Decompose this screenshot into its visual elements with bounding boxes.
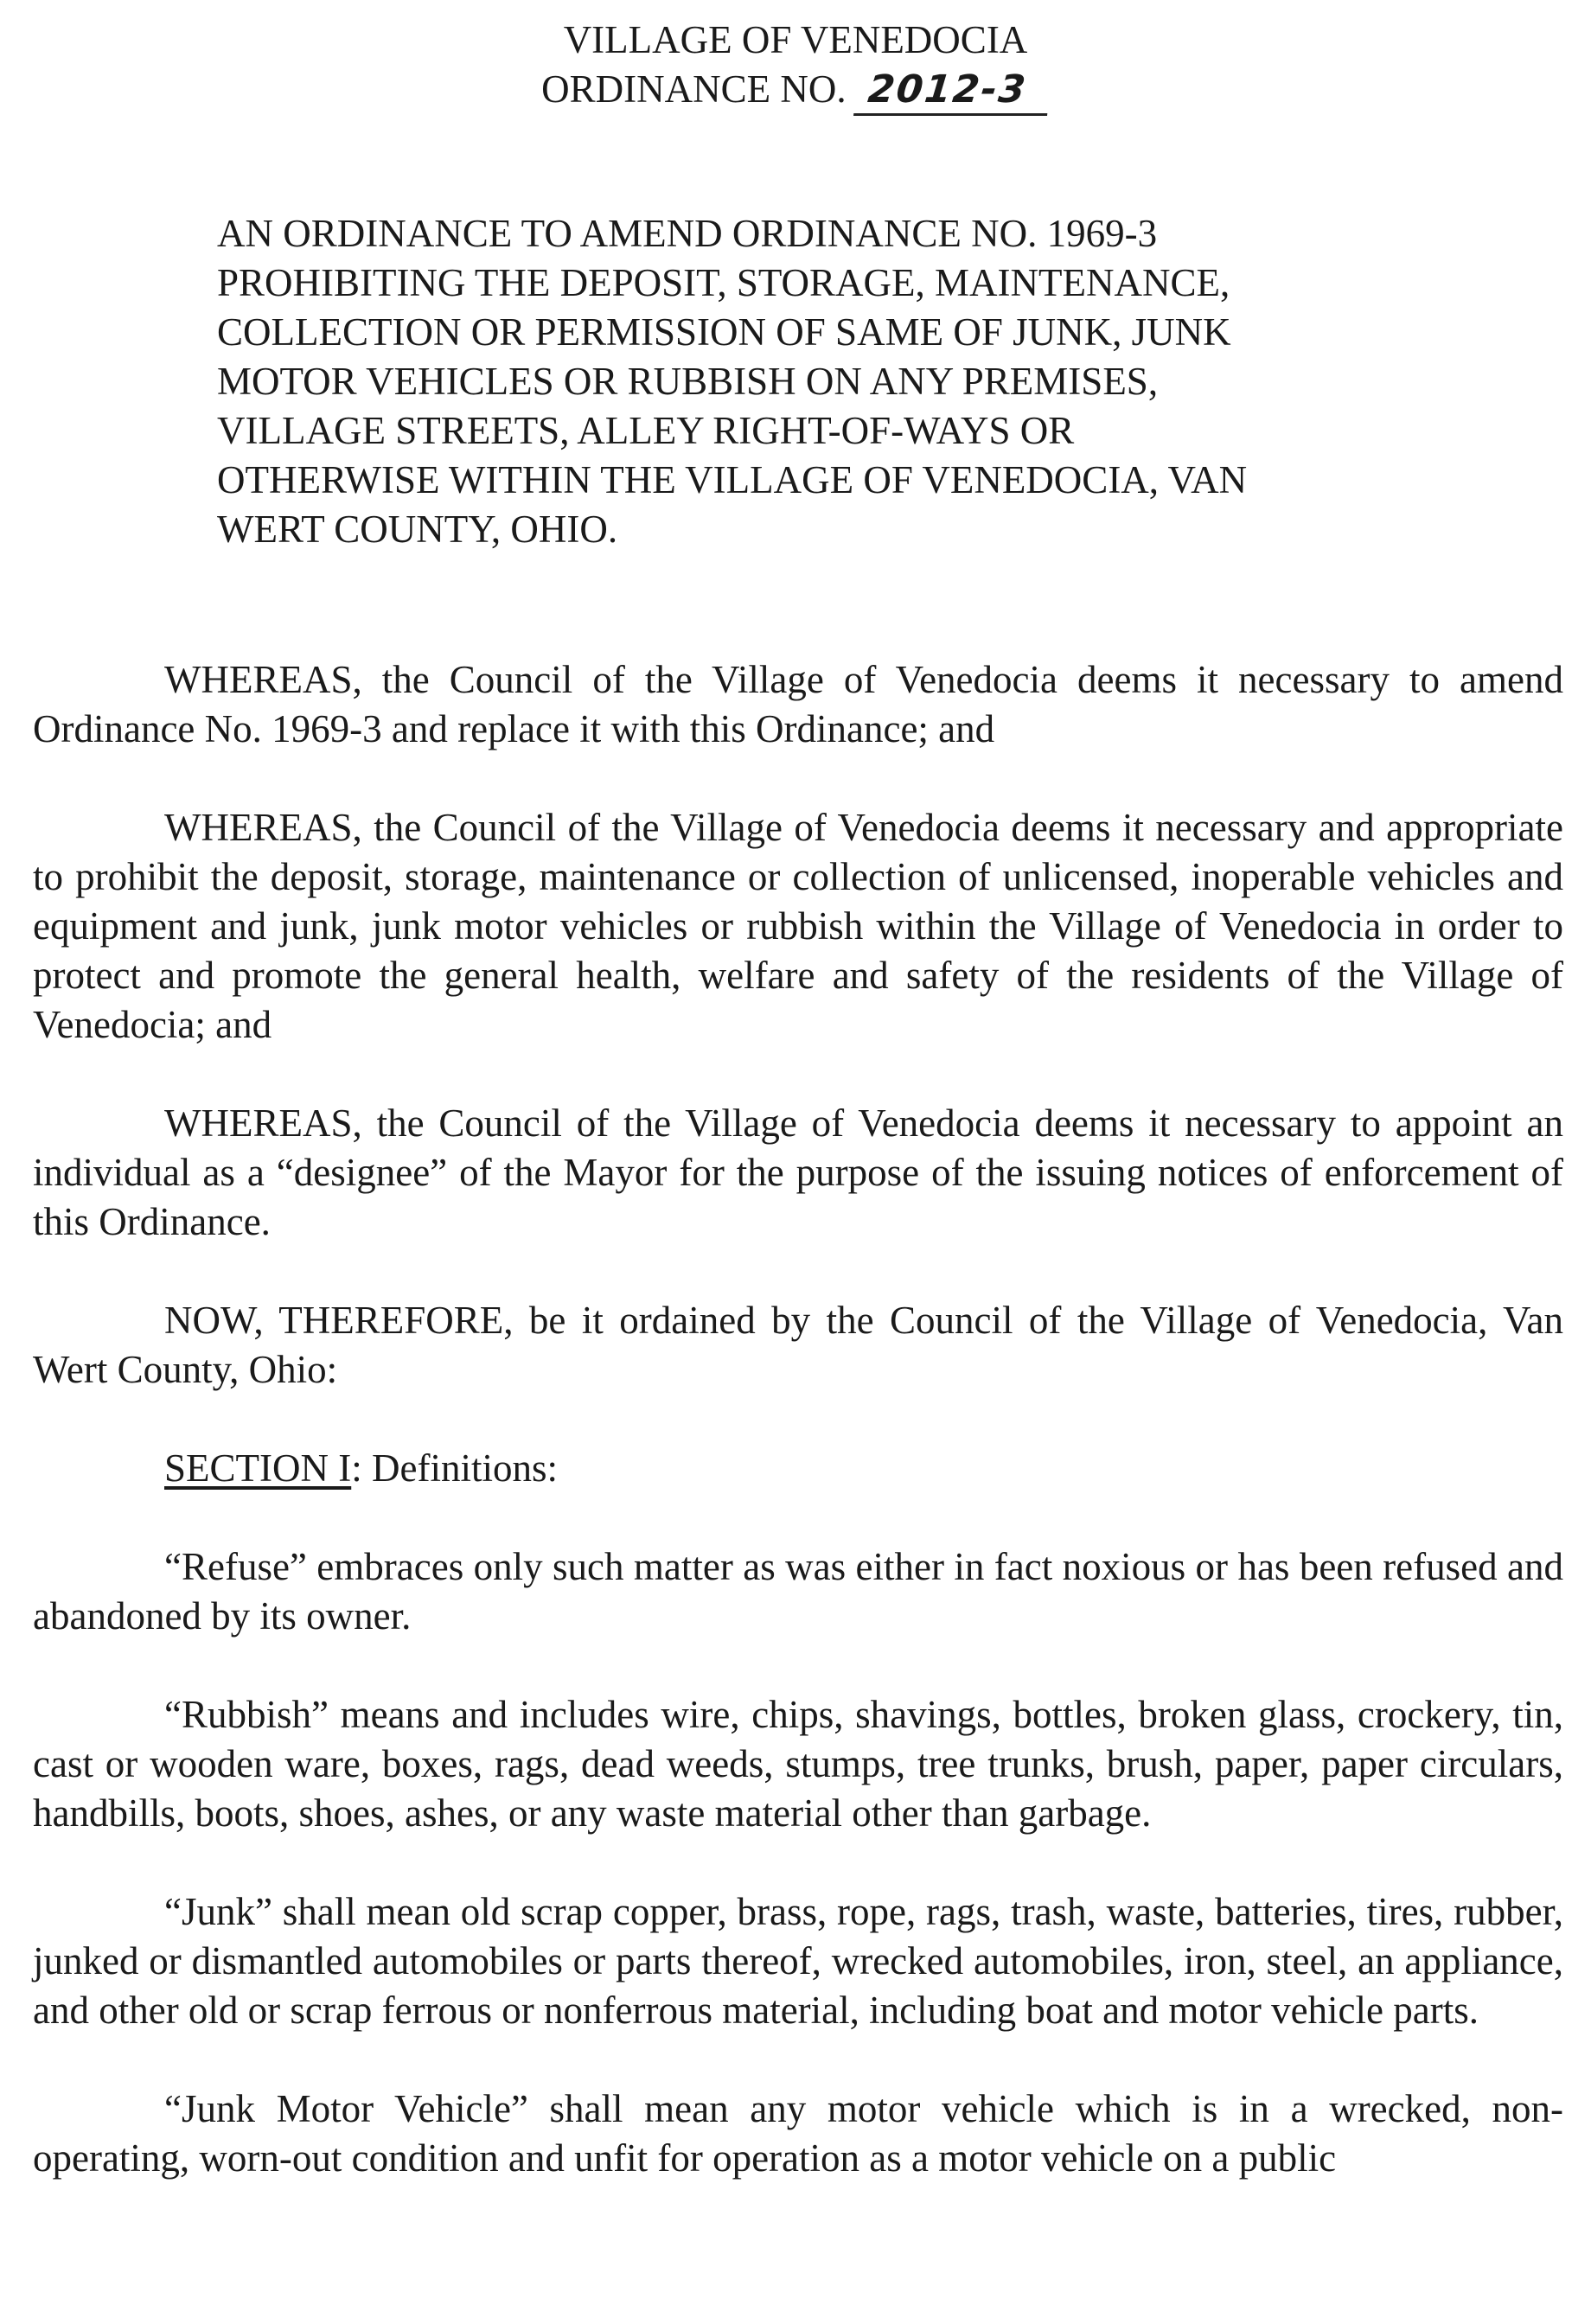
ordinance-number-label: ORDINANCE NO.: [541, 67, 847, 111]
section-label: SECTION I: [164, 1446, 352, 1490]
title-line: MOTOR VEHICLES OR RUBBISH ON ANY PREMISES,: [217, 360, 1159, 403]
handwritten-ordinance-number: 2012-3: [853, 67, 1052, 116]
whereas-clause-designee: WHEREAS, the Council of the Village of Venedocia deems it necessary to appoint an individual as a “designee” of the Mayor for the purpose of the issuing notices of enforcement of this Ordinance.: [33, 1101, 1563, 1243]
whereas-clause-prohibit: WHEREAS, the Council of the Village of Venedocia deems it necessary and appropriate to prohibit the deposit, storage, maintenance or collection of unlicensed, inoperable vehicles and equipment and junk, junk motor vehicles or rubbish within the Village of Venedocia in order to protect and promote the general health, welfare and safety of the residents of the Village of Venedocia; and: [33, 806, 1563, 1046]
village-name-heading: VILLAGE OF VENEDOCIA: [563, 18, 1028, 61]
title-line: COLLECTION OR PERMISSION OF SAME OF JUNK, JUNK: [217, 310, 1231, 354]
section-heading: [33, 1444, 1563, 1493]
definition-refuse: “Refuse” embraces only such matter as was either in fact noxious or has been refused and abandoned by its owner.: [33, 1545, 1563, 1638]
ordinance-body: [33, 655, 1563, 2232]
ordinance-title: [217, 209, 1445, 554]
title-line: WERT COUNTY, OHIO.: [217, 508, 618, 551]
title-line: PROHIBITING THE DEPOSIT, STORAGE, MAINTENANCE,: [217, 261, 1230, 304]
document-header: [0, 16, 1591, 114]
now-therefore-clause: NOW, THEREFORE, be it ordained by the Council of the Village of Venedocia, Van Wert County, Ohio:: [33, 1299, 1563, 1391]
definition-rubbish: “Rubbish” means and includes wire, chips, shavings, bottles, broken glass, crockery, tin, cast or wooden ware, boxes, rags, dead weeds, stumps, tree trunks, brush, paper, paper circulars, handbills, boots, shoes, ashes, or any waste material other than garbage.: [33, 1693, 1563, 1835]
ordinance-number-line: [0, 65, 1591, 114]
section-title: : Definitions:: [351, 1446, 558, 1490]
title-line: VILLAGE STREETS, ALLEY RIGHT-OF-WAYS OR: [217, 409, 1075, 452]
title-line: AN ORDINANCE TO AMEND ORDINANCE NO. 1969-3: [217, 212, 1158, 255]
whereas-clause-amend: WHEREAS, the Council of the Village of Venedocia deems it necessary to amend Ordinance No. 1969-3 and replace it with this Ordinance; and: [33, 658, 1563, 750]
definition-junk: “Junk” shall mean old scrap copper, brass, rope, rags, trash, waste, batteries, tires, rubber, junked or dismantled automobiles or parts thereof, wrecked automobiles, iron, steel, an appliance, and other old or scrap ferrous or nonferrous material, including boat and motor vehicle parts.: [33, 1890, 1563, 2032]
definition-junk-motor-vehicle: “Junk Motor Vehicle” shall mean any motor vehicle which is in a wrecked, non-operating, worn-out condition and unfit for operation as a motor vehicle on a public: [33, 2087, 1563, 2180]
title-line: OTHERWISE WITHIN THE VILLAGE OF VENEDOCIA, VAN: [217, 458, 1248, 501]
